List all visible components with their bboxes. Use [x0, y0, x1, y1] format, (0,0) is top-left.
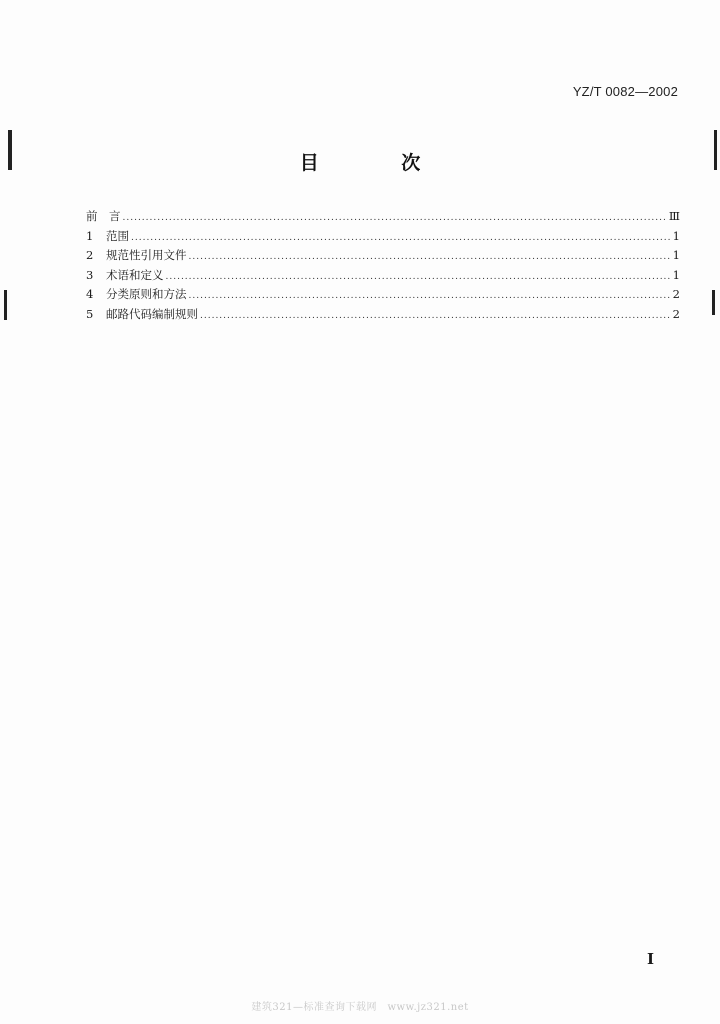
footer-watermark: 建筑321—标准查询下载网 www.jz321.net	[251, 1002, 469, 1013]
toc-leader-dots	[166, 272, 670, 282]
toc-leader-dots	[123, 213, 666, 223]
scan-edge-mark	[4, 290, 7, 320]
standard-code: YZ/T 0082—2002	[572, 84, 678, 99]
toc-entry[interactable]	[86, 228, 680, 248]
toc-entry-number: 2	[86, 248, 94, 262]
toc-entry-label: 邮路代码编制规则	[106, 306, 198, 321]
toc-leader-dots	[189, 291, 670, 301]
scan-edge-mark	[712, 290, 715, 315]
page-number: I	[646, 950, 654, 968]
toc-entry[interactable]	[86, 306, 680, 326]
toc-entry-page: 1	[672, 228, 680, 243]
toc-entry-label: 术语和定义	[106, 267, 164, 282]
toc-entry-label: 分类原则和方法	[106, 287, 187, 301]
toc-entry[interactable]	[86, 286, 680, 306]
toc-entry-page: 2	[672, 306, 680, 321]
toc-entry[interactable]	[86, 247, 680, 267]
toc-leader-dots	[189, 252, 670, 262]
toc-entry-page: 1	[672, 267, 680, 282]
toc-entry-number: 1	[86, 228, 94, 243]
toc-entry-number: 3	[86, 267, 94, 282]
toc-entry-page: 1	[672, 248, 680, 262]
toc-leader-dots	[131, 233, 670, 243]
toc-entry-label: 范围	[106, 228, 129, 243]
toc-entry[interactable]	[86, 208, 680, 228]
toc-entry-label: 规范性引用文件	[106, 248, 187, 262]
toc-entry-number: 5	[86, 306, 94, 321]
toc-entry-page: 2	[672, 287, 680, 301]
toc-leader-dots	[200, 311, 670, 321]
toc-title: 目 次	[299, 152, 459, 174]
toc-entry-label: 前 言	[86, 209, 121, 223]
toc-entry[interactable]	[86, 267, 680, 287]
toc-entry-page: Ⅲ	[668, 209, 680, 223]
table-of-contents	[86, 208, 680, 325]
toc-entry-number: 4	[86, 287, 94, 301]
